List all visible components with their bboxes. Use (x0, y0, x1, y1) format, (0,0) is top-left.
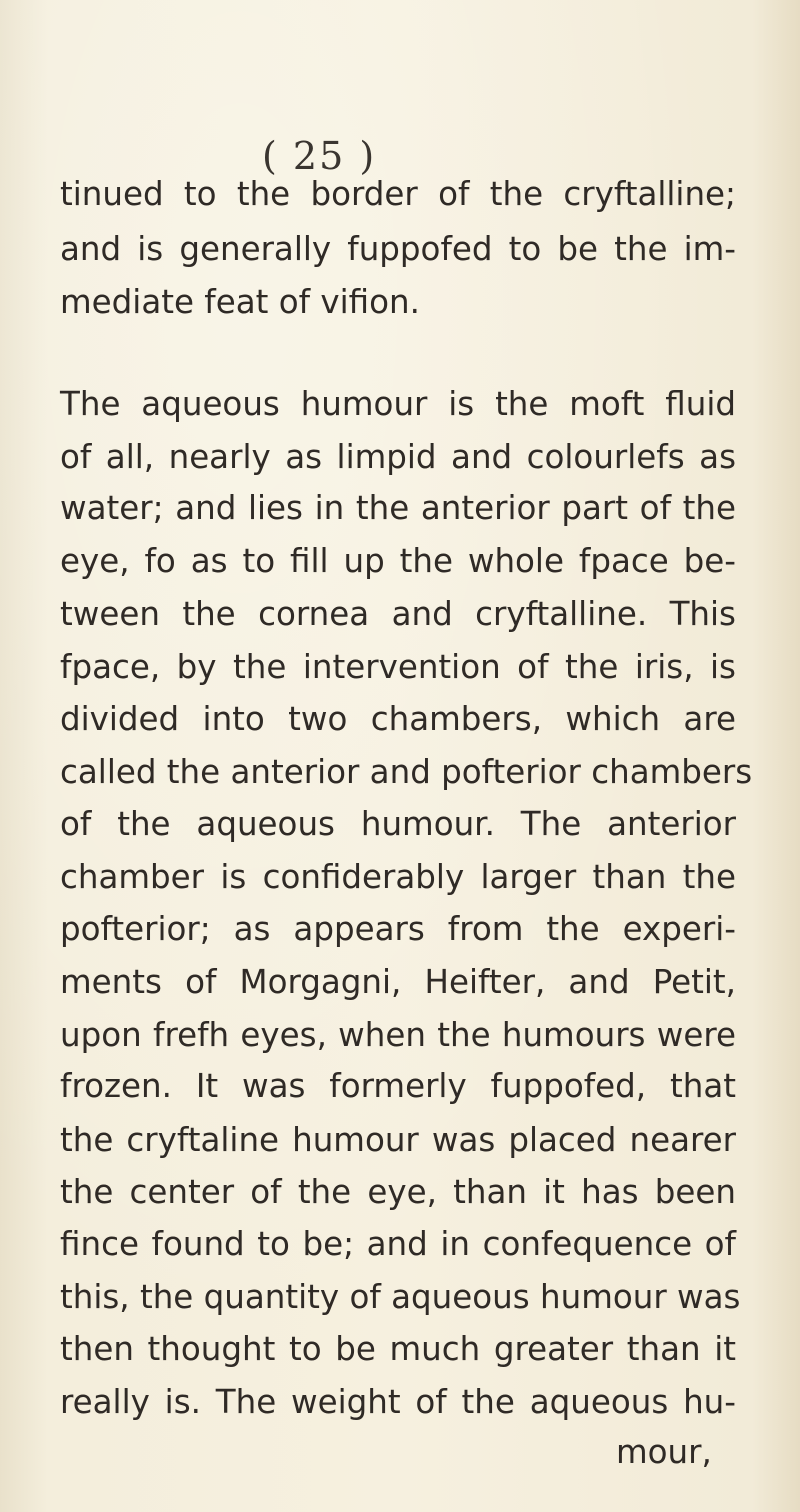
text-line: fince found to be; and in confequence of (60, 1225, 736, 1263)
text-line: tinued to the border of the cryftalline; (60, 175, 736, 213)
text-line: and is generally fuppofed to be the im- (60, 230, 736, 268)
text-line: called the anterior and pofterior chambers (60, 753, 753, 791)
text-line: water; and lies in the anterior part of the (60, 489, 736, 527)
text-line: mediate feat of vifion. (60, 283, 420, 321)
text-line: upon frefh eyes, when the humours were (60, 1016, 736, 1054)
text-line: tween the cornea and cryftalline. This (60, 595, 736, 633)
text-line: then thought to be much greater than it (60, 1330, 736, 1368)
text-line: pofterior; as appears from the experi- (60, 910, 736, 948)
text-line: the cryftaline humour was placed nearer (60, 1121, 736, 1159)
text-line: of the aqueous humour. The anterior (60, 805, 736, 843)
text-line: frozen. It was formerly fuppofed, that (60, 1067, 736, 1105)
text-line: chamber is confiderably larger than the (60, 858, 736, 896)
text-line: eye, fo as to fill up the whole fpace be- (60, 542, 736, 580)
text-line: the center of the eye, than it has been (60, 1173, 736, 1211)
text-line: of all, nearly as limpid and colourlefs as (60, 438, 736, 476)
text-line: fpace, by the intervention of the iris, is (60, 648, 736, 686)
catchword: mour, (616, 1433, 712, 1471)
page-number: ( 25 ) (262, 134, 377, 178)
text-line: The aqueous humour is the moft fluid (60, 385, 736, 423)
text-line: divided into two chambers, which are (60, 700, 736, 738)
text-line: this, the quantity of aqueous humour was (60, 1278, 741, 1316)
text-line: really is. The weight of the aqueous hu- (60, 1383, 736, 1421)
text-line: ments of Morgagni, Heifter, and Petit, (60, 963, 736, 1001)
